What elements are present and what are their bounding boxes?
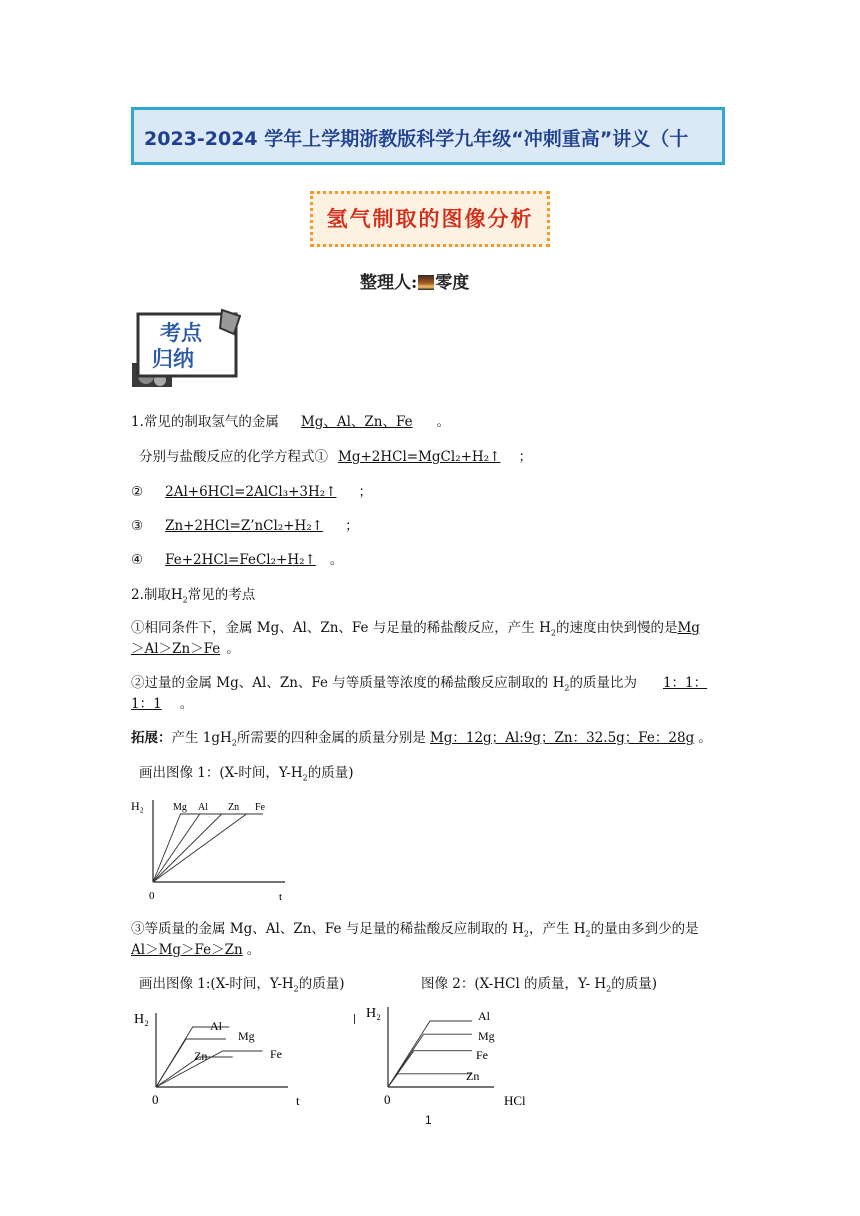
series-label-fe: Fe: [476, 1048, 488, 1062]
y-axis-label: H₂: [131, 799, 144, 813]
equation-3-number: ③: [131, 518, 144, 534]
series-line-fe: [388, 1051, 472, 1087]
q2-answer-b: 1：1: [131, 696, 162, 712]
section-2-heading: [131, 583, 255, 605]
equation-2: [131, 480, 372, 500]
chart-mass-vs-time: [128, 1000, 338, 1108]
series-label-mg: Mg: [478, 1029, 495, 1043]
chart-mass-vs-hcl: [362, 1000, 542, 1108]
question-1-line2: [131, 637, 240, 657]
section-2-post: 常见的考点: [187, 587, 256, 603]
equation-1-end: ；: [518, 449, 532, 465]
series-label-zn: Zn: [194, 1049, 208, 1063]
q2-end: 。: [179, 696, 194, 712]
draw2-pre: 画出图像 1:(X-时间，Y-H: [139, 976, 294, 992]
q1-pre: ①相同条件下，金属 Mg、Al、Zn、Fe 与足量的稀盐酸反应，产生 H: [131, 620, 551, 636]
draw3-pre: 图像 2：(X-HCl 的质量，Y- H: [421, 976, 607, 992]
origin-label: 0: [384, 1092, 391, 1107]
draw-instruction-3: [421, 972, 657, 994]
author-line: [360, 268, 469, 293]
y-axis-label: H₂: [134, 1012, 149, 1027]
question-3-line1: [131, 917, 699, 939]
series-label-mg: Mg: [238, 1029, 255, 1043]
extension-answer: Mg：12g；Al:9g；Zn：32.5g；Fe：28g: [429, 730, 695, 746]
badge-line1: 考点: [160, 321, 202, 345]
series-line-al: [153, 814, 263, 882]
extension-end: 。: [698, 730, 712, 746]
equation-4-text: Fe+2HCl=FeCl₂+H₂↑: [165, 552, 316, 568]
series-label-zn: Zn: [228, 802, 240, 813]
series-label-al: Al: [210, 1019, 222, 1033]
draw1-pre: 画出图像 1：(X-时间，Y-H: [139, 765, 303, 781]
origin-label: 0: [149, 890, 155, 902]
draw-instruction-1: [139, 761, 353, 783]
sub-2: 2: [302, 773, 308, 783]
subtitle-banner: [310, 191, 550, 247]
q1-answer-b: ＞Al＞Zn＞Fe: [131, 641, 221, 657]
author-avatar-icon: [418, 275, 434, 290]
metals-end: 。: [436, 414, 451, 430]
title-banner: [131, 107, 725, 165]
equation-intro: 分别与盐酸反应的化学方程式①: [139, 449, 328, 465]
series-label-zn: Zn: [466, 1069, 480, 1083]
question-3-line2: [131, 938, 260, 958]
x-axis-label: t: [279, 891, 283, 903]
q3-pre: ③等质量的金属 Mg、Al、Zn、Fe 与足量的稀盐酸反应制取的 H: [131, 921, 524, 937]
extension-pre: 产生 1gH: [171, 730, 232, 746]
sub-2: 2: [585, 929, 591, 939]
sub-2: 2: [523, 929, 529, 939]
draw1-post: 的质量): [307, 765, 354, 781]
divider-mark: [354, 1014, 355, 1024]
q2-answer-a: 1：1：: [662, 675, 708, 691]
chart-rate-vs-time: [128, 790, 308, 905]
origin-label: 0: [152, 1092, 159, 1107]
series-line-fe: [153, 814, 263, 882]
extension-line: [131, 726, 712, 748]
question-1-line1: [131, 616, 700, 638]
document-title: 2023-2024 学年上学期浙教版科学九年级“冲刺重高”讲义（十: [144, 128, 689, 150]
series-label-mg: Mg: [173, 802, 187, 813]
series-label-al: Al: [478, 1009, 490, 1023]
sub-2: 2: [550, 628, 556, 638]
author-name: 零度: [435, 273, 470, 293]
question-2-line1: [131, 671, 707, 693]
equation-2-text: 2Al+6HCl=2AlCl₃+3H₂↑: [165, 484, 337, 500]
equation-2-end: ；: [358, 484, 373, 500]
metals-answer: Mg、Al、Zn、Fe: [300, 414, 413, 430]
q1-answer-a: Mg: [677, 620, 700, 636]
series-line-fe: [156, 1051, 263, 1087]
sub-2: 2: [182, 595, 188, 605]
q2-post: 的质量比为: [569, 675, 637, 691]
q2-pre: ②过量的金属 Mg、Al、Zn、Fe 与等质量等浓度的稀盐酸反应制取的 H: [131, 675, 565, 691]
sub-2: 2: [231, 738, 237, 748]
series-label-fe: Fe: [270, 1047, 282, 1061]
series-line-mg: [153, 814, 263, 882]
equation-3-text: Zn+2HCl=Z’nCl₂+H₂↑: [165, 518, 324, 534]
equation-3: [131, 514, 359, 534]
section-2-pre: 2.制取H: [131, 587, 183, 603]
q3-end: 。: [246, 942, 261, 958]
series-label-fe: Fe: [255, 802, 265, 813]
series-line-zn: [388, 1074, 472, 1087]
badge-line2: 归纳: [152, 347, 194, 371]
question-2-line2: [131, 692, 193, 712]
series-line-zn: [153, 814, 263, 882]
draw-instruction-2: [139, 972, 345, 994]
x-axis-label: t: [296, 1093, 300, 1108]
page-number: 1: [425, 1113, 432, 1127]
series-line-al: [388, 1021, 472, 1087]
q3-post: 的量由多到少的是: [590, 921, 699, 937]
equation-4-end: 。: [329, 552, 344, 568]
sub-2: 2: [293, 984, 299, 994]
metals-paragraph: [131, 410, 450, 430]
extension-post: 所需要的四种金属的质量分别是: [236, 730, 426, 746]
author-label: 整理人:: [360, 273, 418, 293]
x-axis-label: HCl: [504, 1093, 526, 1108]
equation-3-end: ；: [345, 518, 359, 534]
equation-4: [131, 548, 343, 568]
y-axis-label: H₂: [366, 1006, 381, 1021]
draw2-post: 的质量): [298, 976, 345, 992]
draw3-post: 的质量): [611, 976, 657, 992]
sub-2: 2: [564, 683, 570, 693]
extension-label: 拓展：: [131, 730, 172, 746]
series-label-al: Al: [198, 802, 208, 813]
document-subtitle: 氢气制取的图像分析: [326, 206, 534, 231]
equation-1-text: Mg+2HCl=MgCl₂+H₂↑: [338, 449, 501, 465]
q3-answer: Al＞Mg＞Fe＞Zn: [131, 942, 243, 958]
sub-2: 2: [606, 984, 612, 994]
key-points-badge: [130, 308, 245, 390]
equation-4-number: ④: [131, 552, 144, 568]
equation-2-number: ②: [131, 484, 144, 500]
q1-post: 的速度由快到慢的是: [555, 620, 678, 636]
metals-label: 1.常见的制取氢气的金属: [131, 414, 279, 430]
series-line-mg: [388, 1034, 472, 1087]
equation-1: [139, 445, 532, 465]
q3-mid: ，产生 H: [528, 921, 586, 937]
q1-end: 。: [226, 641, 240, 657]
